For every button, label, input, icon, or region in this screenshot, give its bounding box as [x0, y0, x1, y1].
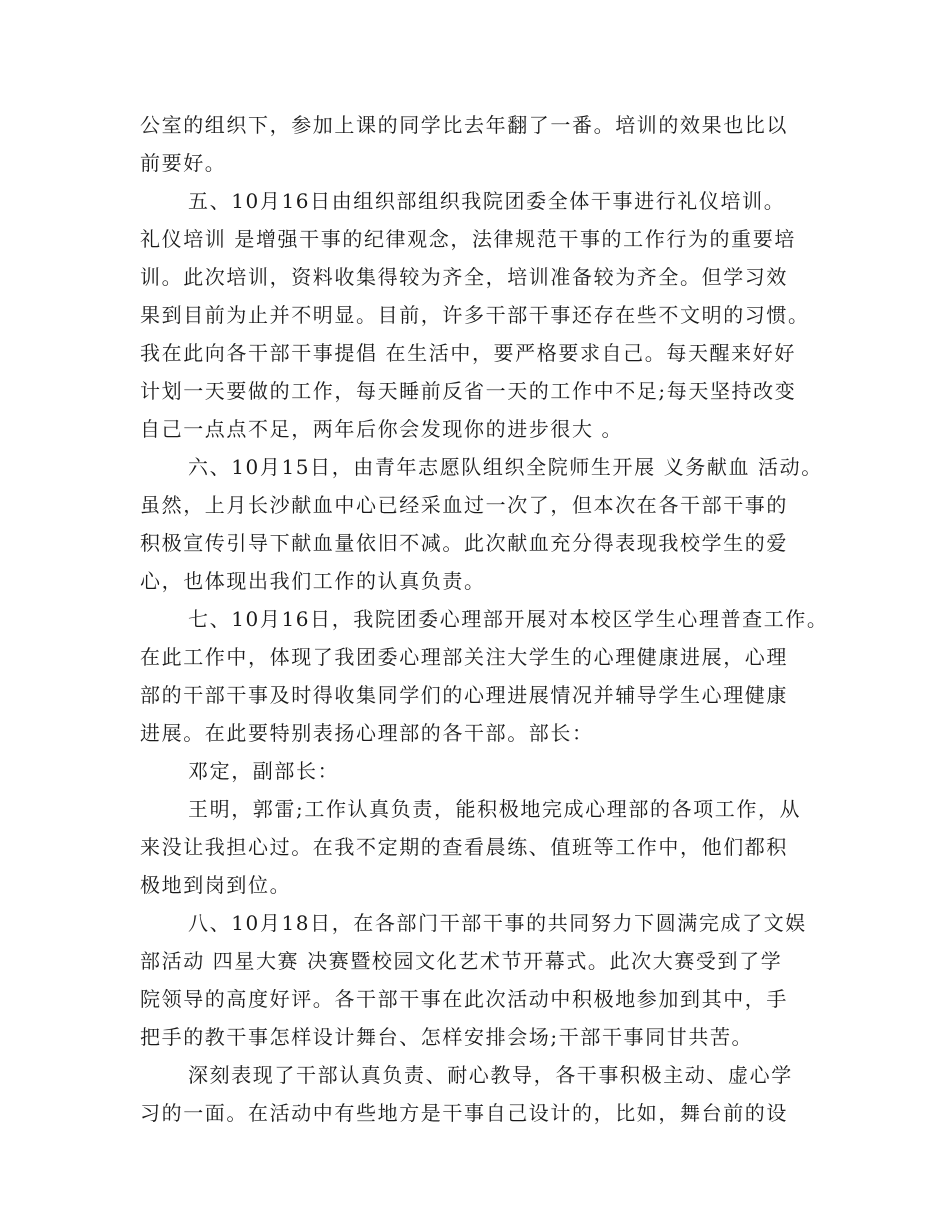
- text-line: 在此工作中，体现了我团委心理部关注大学生的心理健康进展，心理: [140, 645, 788, 669]
- text-line: 部活动 四星大赛 决赛暨校园文化艺术节开幕式。此次大赛受到了学: [140, 949, 783, 973]
- text-line: 七、10月16日，我院团委心理部开展对本校区学生心理普查工作。: [188, 607, 829, 631]
- text-line: 虽然，上月长沙献血中心已经采血过一次了，但本次在各干部干事的: [140, 493, 788, 517]
- text-line: 计划一天要做的工作，每天睡前反省一天的工作中不足;每天坚持改变: [140, 379, 797, 403]
- text-line: 习的一面。在活动中有些地方是干事自己设计的，比如，舞台前的设: [140, 1101, 788, 1125]
- text-line: 自己一点点不足，两年后你会发现你的进步很大 。: [140, 417, 624, 441]
- text-line: 礼仪培训 是增强干事的纪律观念，法律规范干事的工作行为的重要培: [140, 227, 796, 251]
- text-line: 积极宣传引导下献血量依旧不减。此次献血充分得表现我校学生的爱: [140, 531, 788, 555]
- text-line: 极地到岗到位。: [140, 873, 292, 897]
- text-line: 王明，郭雷;工作认真负责，能积极地完成心理部的各项工作，从: [188, 797, 802, 821]
- text-line: 公室的组织下，参加上课的同学比去年翻了一番。培训的效果也比以: [140, 113, 788, 137]
- text-line: 部的干部干事及时得收集同学们的心理进展情况并辅导学生心理健康: [140, 683, 788, 707]
- text-line: 院领导的高度好评。各干部干事在此次活动中积极地参加到其中，手: [140, 987, 788, 1011]
- text-line: 果到目前为止并不明显。目前，许多干部干事还存在些不文明的习惯。: [140, 303, 810, 327]
- text-line: 五、10月16日由组织部组织我院团委全体干事进行礼仪培训。: [188, 189, 786, 213]
- text-line: 八、10月18日，在各部门干部干事的共同努力下圆满完成了文娱: [188, 911, 807, 935]
- text-line: 把手的教干事怎样设计舞台、怎样安排会场;干部干事同甘共苦。: [140, 1025, 754, 1049]
- text-line: 深刻表现了干部认真负责、耐心教导，各干事积极主动、虚心学: [188, 1063, 793, 1087]
- text-line: 进展。在此要特别表扬心理部的各干部。部长：: [140, 721, 594, 745]
- text-line: 心，也体现出我们工作的认真负责。: [140, 569, 486, 593]
- text-line: 训。此次培训，资料收集得较为齐全，培训准备较为齐全。但学习效: [140, 265, 788, 289]
- text-line: 邓定，副部长：: [188, 759, 340, 783]
- text-line: 我在此向各干部干事提倡 在生活中，要严格要求自己。每天醒来好好: [140, 341, 796, 365]
- text-line: 前要好。: [140, 151, 227, 175]
- text-line: 来没让我担心过。在我不定期的查看晨练、值班等工作中，他们都积: [140, 835, 788, 859]
- text-line: 六、10月15日，由青年志愿队组织全院师生开展 义务献血 活动。: [188, 455, 823, 479]
